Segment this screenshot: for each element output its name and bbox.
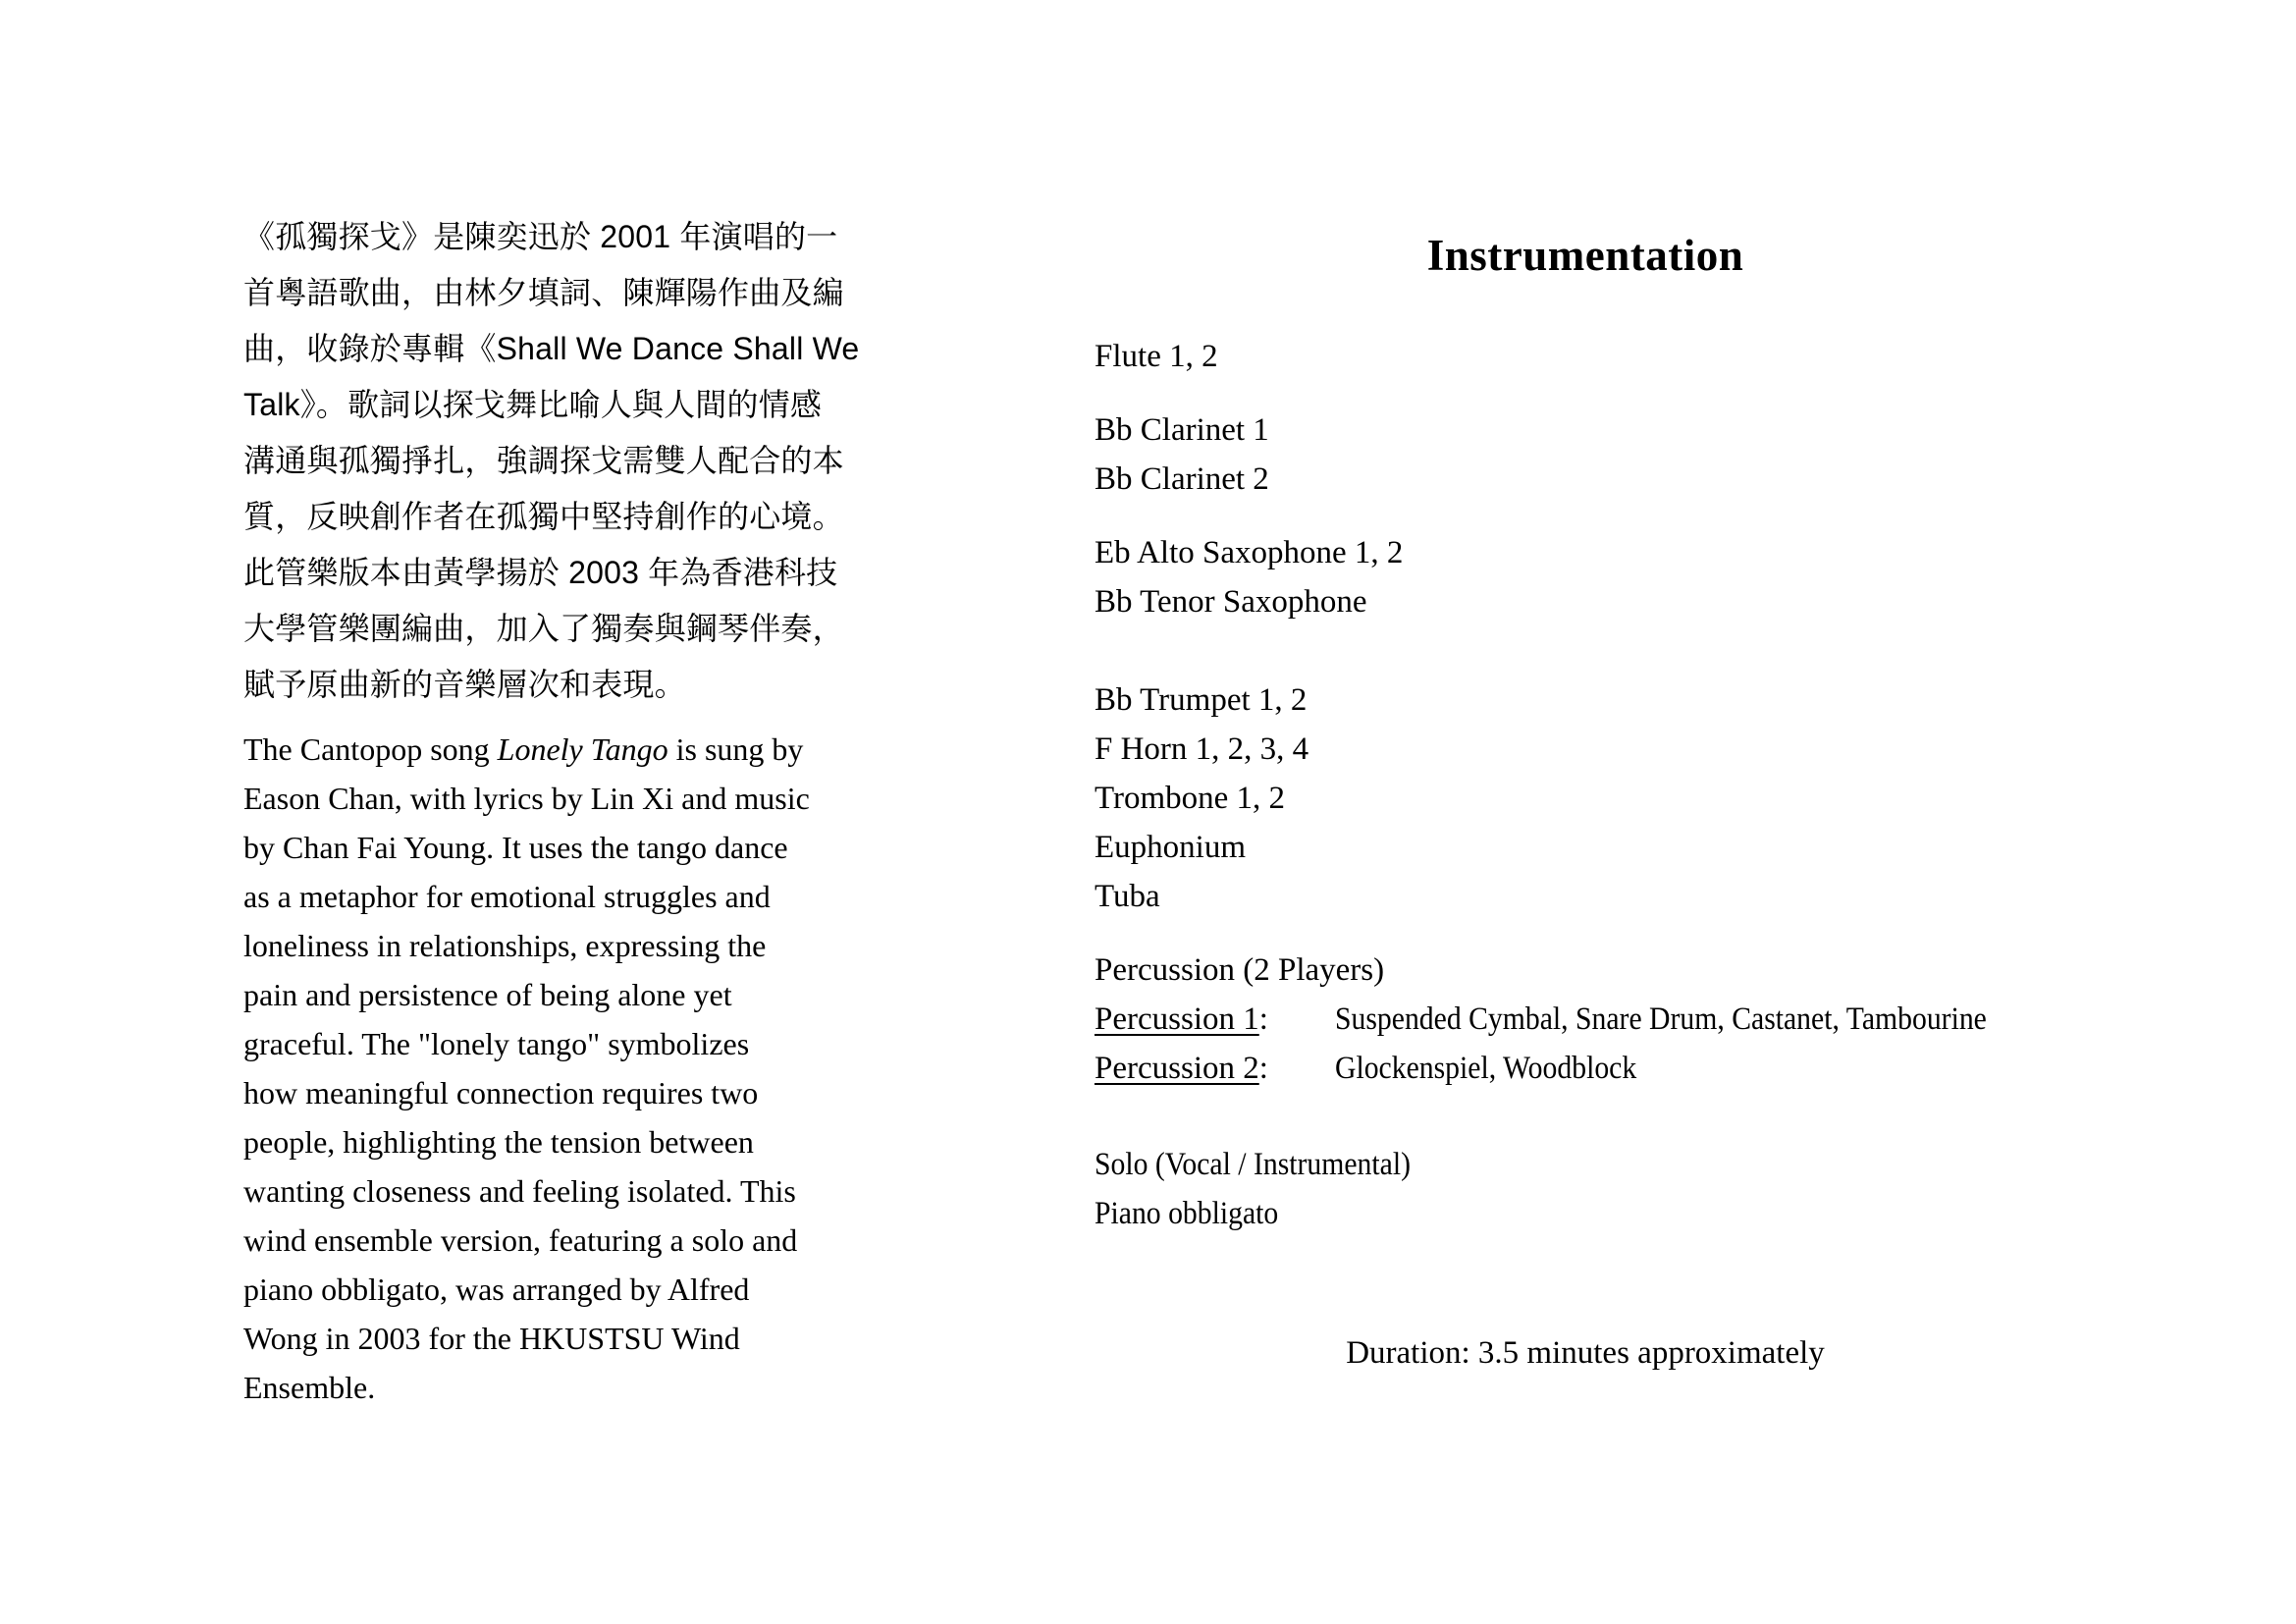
chinese-line: 溝通與孤獨掙扎，強調探戈需雙人配合的本 [243, 443, 844, 478]
english-line1-before: The Cantopop song [243, 731, 498, 767]
instrument-line: Bb Clarinet 1 [1095, 412, 1269, 448]
english-line: Wong in 2003 for the HKUSTSU Wind [243, 1321, 740, 1356]
left-column [243, 209, 860, 1412]
instrument-line: Euphonium [1095, 830, 1246, 865]
solo-line [1095, 1140, 2076, 1189]
instrument-line: Flute 1, 2 [1095, 339, 1218, 374]
instrumentation-title: Instrumentation [1426, 231, 1744, 280]
chinese-line: Talk》。歌詞以探戈舞比喻人與人間的情感 [243, 387, 823, 422]
english-line: graceful. The "lonely tango" symbolizes [243, 1026, 750, 1061]
duration-line: Duration: 3.5 minutes approximately [1346, 1335, 1825, 1371]
english-line: people, highlighting the tension between [243, 1124, 754, 1160]
percussion-label: Percussion 2 [1095, 1051, 1259, 1086]
instrument-line: F Horn 1, 2, 3, 4 [1095, 731, 1309, 767]
english-line: wanting closeness and feeling isolated. This [243, 1173, 796, 1209]
english-line: Ensemble. [243, 1370, 376, 1405]
solo-line-text: Piano obbligato [1095, 1196, 1279, 1231]
chinese-line: 此管樂版本由黃學揚於 2003 年為香港科技 [243, 555, 838, 590]
instrument-line: Bb Trumpet 1, 2 [1095, 682, 1308, 718]
chinese-line: 《孤獨探戈》是陳奕迅於 2001 年演唱的一 [243, 219, 838, 254]
percussion-label-wrap [1095, 995, 1335, 1044]
chinese-line: 賦予原曲新的音樂層次和表現。 [243, 667, 686, 702]
song-title-italic: Lonely Tango [497, 731, 668, 767]
solo-line [1095, 1189, 2076, 1238]
chinese-line: 質，反映創作者在孤獨中堅持創作的心境。 [243, 499, 844, 534]
percussion-colon: : [1258, 1001, 1268, 1037]
percussion-row [1095, 1044, 2076, 1093]
chinese-line: 大學管樂團編曲，加入了獨奏與鋼琴伴奏， [243, 611, 844, 646]
english-line: pain and persistence of being alone yet [243, 977, 732, 1012]
english-line: piano obbligato, was arranged by Alfred [243, 1272, 750, 1307]
percussion-colon: : [1258, 1051, 1268, 1086]
percussion-row [1095, 995, 2076, 1044]
percussion-header: Percussion (2 Players) [1095, 952, 1385, 988]
instrument-line: Eb Alto Saxophone 1, 2 [1095, 535, 1404, 570]
chinese-paragraph [243, 209, 860, 713]
english-line1-after: is sung by [667, 731, 804, 767]
percussion-label-wrap [1095, 1044, 1335, 1093]
percussion-items: Suspended Cymbal, Snare Drum, Castanet, Tambourine [1335, 1001, 1987, 1037]
english-line: loneliness in relationships, expressing the [243, 928, 767, 963]
instrument-line: Tuba [1095, 879, 1160, 914]
instrument-line: Trombone 1, 2 [1095, 781, 1286, 816]
solo-line-text: Solo (Vocal / Instrumental) [1095, 1147, 1411, 1182]
instrument-line: Bb Clarinet 2 [1095, 461, 1269, 497]
percussion-label: Percussion 1 [1095, 1001, 1259, 1037]
english-line: how meaningful connection requires two [243, 1075, 759, 1110]
english-line: Eason Chan, with lyrics by Lin Xi and music [243, 781, 810, 816]
percussion-items: Glockenspiel, Woodblock [1335, 1051, 1637, 1086]
chinese-line: 首粵語歌曲，由林夕填詞、陳輝陽作曲及編 [243, 275, 844, 310]
english-line: as a metaphor for emotional struggles and [243, 879, 771, 914]
right-column [1095, 226, 2076, 1378]
instrument-line: Bb Tenor Saxophone [1095, 584, 1367, 620]
english-line: by Chan Fai Young. It uses the tango dance [243, 830, 788, 865]
english-paragraph [243, 725, 857, 1412]
chinese-line: 曲，收錄於專輯《Shall We Dance Shall We [243, 331, 860, 366]
english-line: wind ensemble version, featuring a solo and [243, 1222, 798, 1258]
english-line [243, 725, 857, 774]
